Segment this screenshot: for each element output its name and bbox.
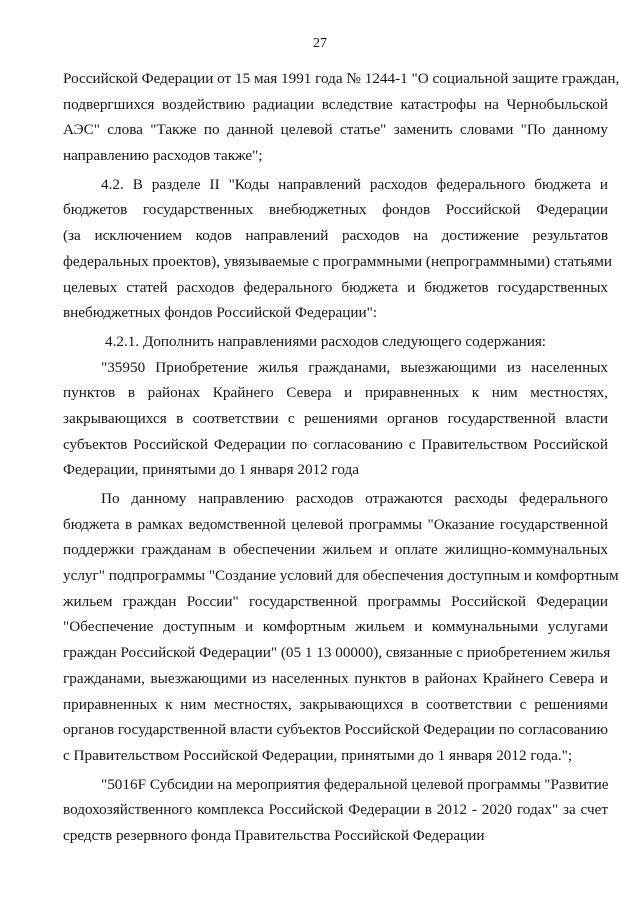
text-line: АЭС" слова "Также по данной целевой статье" заменить словами "По данному: [63, 121, 608, 139]
text-line: закрывающихся в соответствии с решениями органов государственной власти: [63, 409, 608, 427]
text-line: гражданами, выезжающими из населенных пунктов в районах Крайнего Севера и: [63, 669, 608, 687]
text-line: с Правительством Российской Федерации, принятыми до 1 января 2012 года.";: [63, 746, 573, 764]
paragraph-code-35950: [63, 355, 608, 483]
paragraph-continuation: [63, 66, 620, 169]
paragraph-description: [63, 486, 619, 769]
text-line: "5016F Субсидии на мероприятия федеральной целевой программы "Развитие: [101, 775, 609, 793]
paragraph-section-4-2-1: [63, 329, 608, 355]
text-line: По данному направлению расходов отражаются расходы федерального: [101, 490, 608, 507]
text-line: "Обеспечение доступным и комфортным жильем и коммунальными услугами: [63, 618, 608, 636]
text-line: поддержки гражданам в обеспечении жильем и оплате жилищно-коммунальных: [63, 541, 608, 559]
paragraph-section-4-2: [63, 172, 613, 326]
text-line: органов государственной власти субъектов Российской Федерации по согласованию: [63, 721, 608, 739]
text-line: целевых статей расходов федерального бюджета и бюджетов государственных: [63, 278, 608, 296]
text-line: 4.2.1. Дополнить направлениями расходов следующего содержания:: [105, 332, 547, 350]
text-line: водохозяйственного комплекса Российской Федерации в 2012 - 2020 годах" за счет: [63, 801, 608, 819]
text-line: жильем граждан России" государственной программы Российской Федерации: [63, 592, 608, 610]
document-body: [63, 66, 620, 849]
text-line: субъектов Российской Федерации по согласованию с Правительством Российской: [63, 435, 608, 453]
text-line: граждан Российской Федерации" (05 1 13 00000), связанные с приобретением жилья: [63, 644, 611, 662]
text-line: приравненных к ним местностях, закрывающихся в соответствии с решениями: [63, 695, 608, 713]
text-line: (за исключением кодов направлений расходов на достижение результатов: [63, 227, 608, 245]
text-line: Российской Федерации от 15 мая 1991 года № 1244-1 "О социальной защите граждан,: [63, 70, 620, 87]
paragraph-code-5016f: [63, 772, 608, 849]
page-number: 27: [313, 36, 327, 51]
text-line: 4.2. В разделе II "Коды направлений расходов федерального бюджета и: [101, 175, 608, 193]
text-line: бюджетов государственных внебюджетных фондов Российской Федерации: [63, 201, 608, 219]
text-line: внебюджетных фондов Российской Федерации":: [63, 304, 378, 322]
text-line: Федерации, принятыми до 1 января 2012 года: [63, 461, 360, 479]
text-line: "35950 Приобретение жилья гражданами, выезжающими из населенных: [101, 358, 608, 376]
text-line: услуг" подпрограммы "Создание условий для обеспечения доступным и комфортным: [63, 567, 619, 585]
text-line: федеральных проектов), увязываемые с программными (непрограммными) статьями: [63, 252, 613, 270]
text-line: бюджета в рамках ведомственной целевой программы "Оказание государственной: [63, 515, 608, 533]
text-line: направлению расходов также";: [63, 147, 263, 165]
text-line: пунктов в районах Крайнего Севера и приравненных к ним местностях,: [63, 384, 608, 402]
text-line: подвергшихся воздействию радиации вследствие катастрофы на Чернобыльской: [63, 95, 608, 113]
text-line: средств резервного фонда Правительства Российской Федерации: [63, 826, 485, 844]
